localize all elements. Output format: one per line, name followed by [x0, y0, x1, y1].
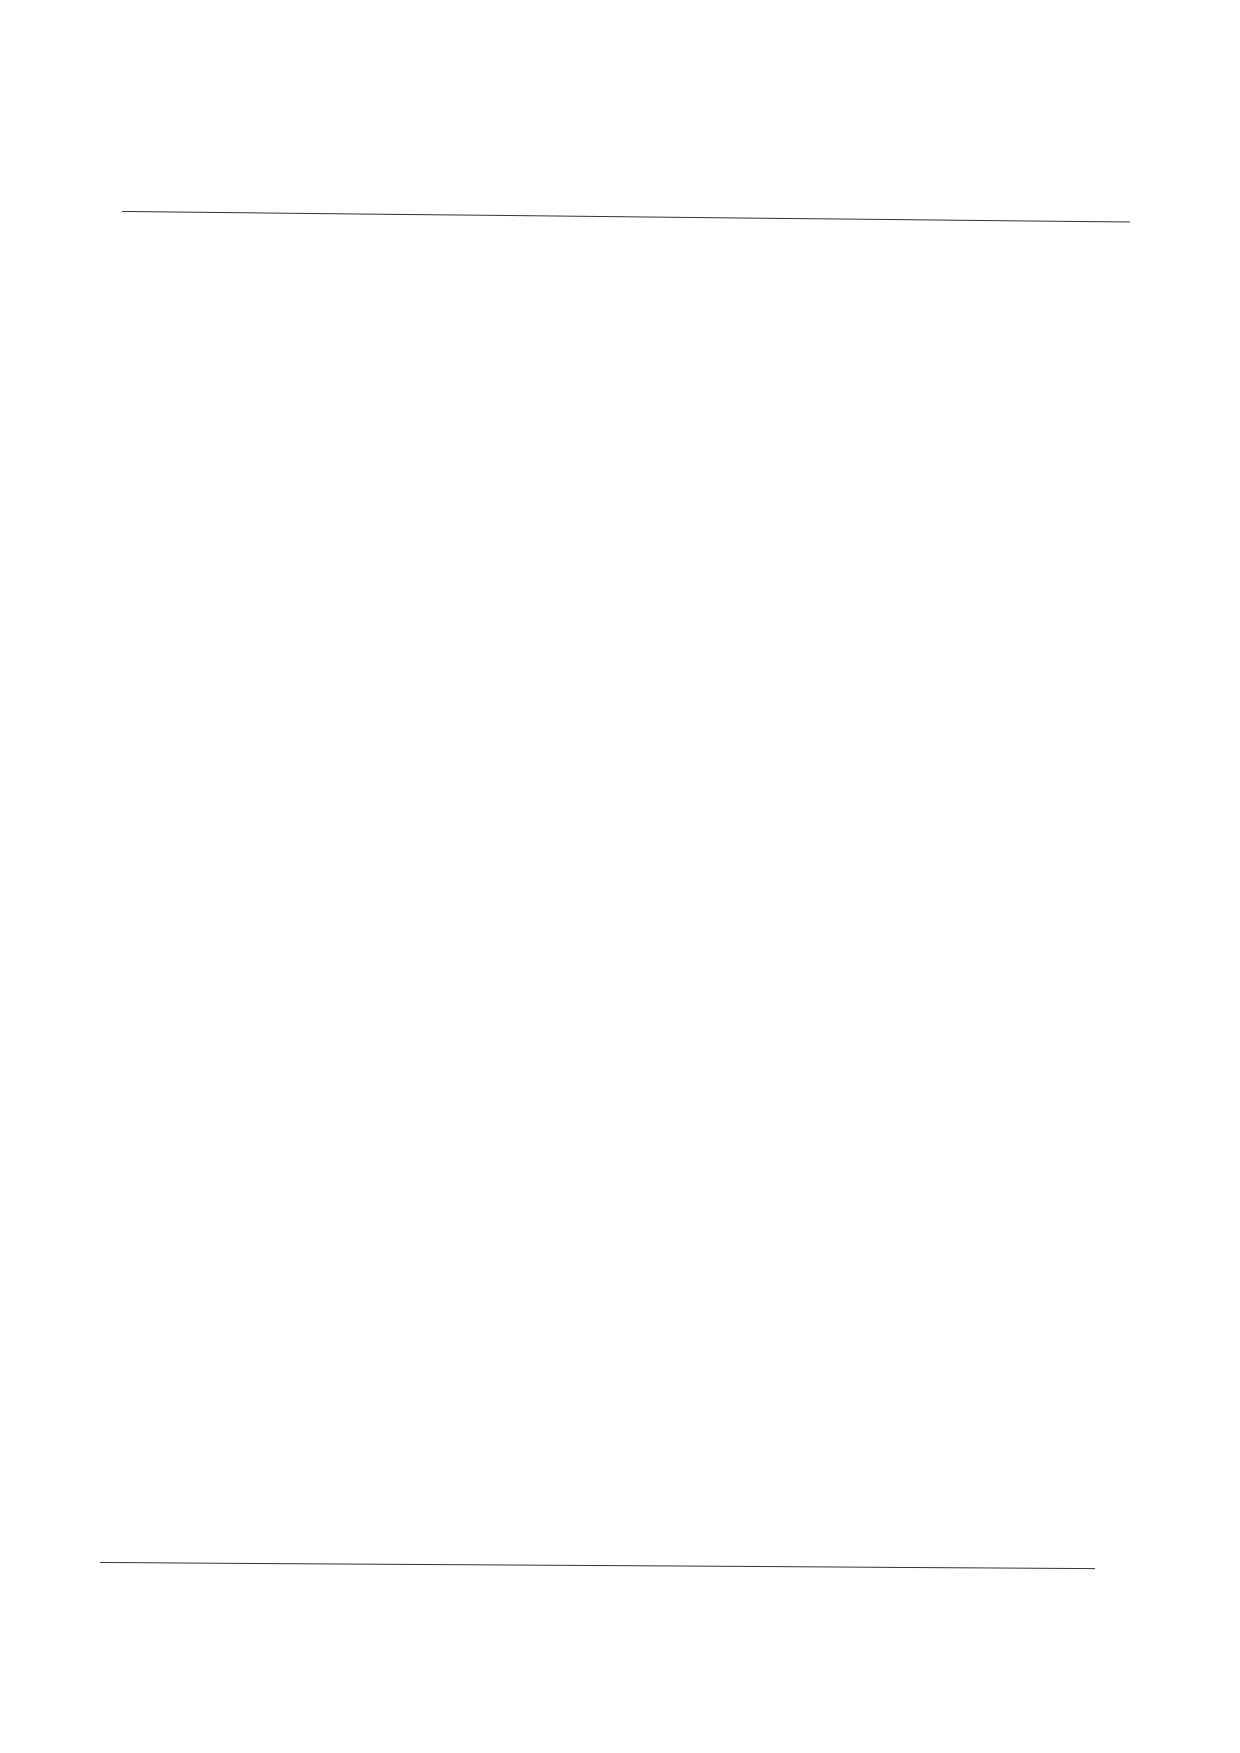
header-divider [122, 211, 1130, 223]
footer-divider [100, 1562, 1095, 1569]
